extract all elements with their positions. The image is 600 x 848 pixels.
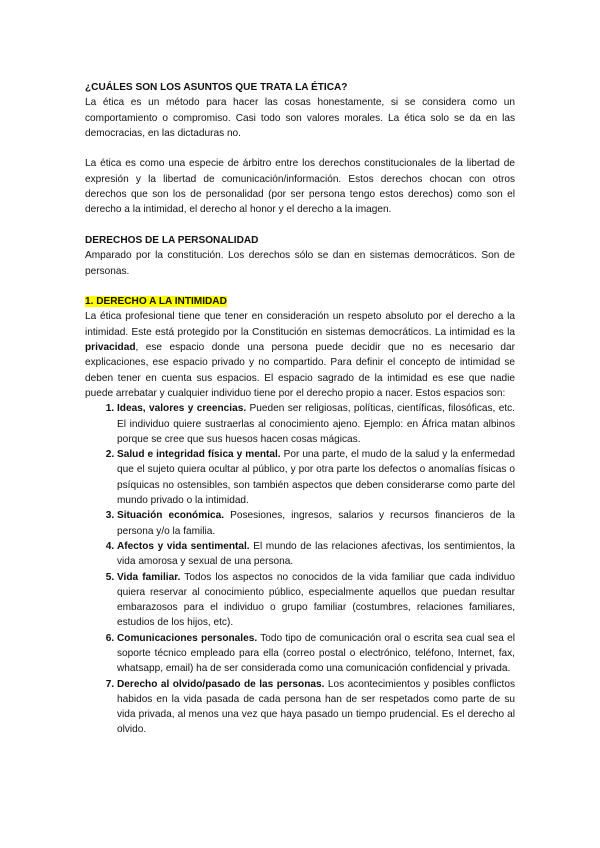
paragraph-etica-definicion: La ética es un método para hacer las cosas honestamente, si se considera como un comportamiento o compromiso. Casi todo son valores morales. La ética solo se da en las democracias, en las dictaduras no. [85, 97, 515, 139]
intro-text-b: , ese espacio donde una persona puede decidir que no es necesario dar explicaciones, ese espacio privado y no compartido. Para definir el concepto de intimidad se deben tener en cuenta sus espacios. El espacio sagrado de la intimidad es ese que nadie puede arrebatar y cualquier individuo tiene por el derecho propio a nacer. Estos espacios son: [85, 342, 515, 399]
list-item-title: Salud e integridad física y mental. [117, 449, 281, 461]
list-item-text: Los acontecimientos y posibles conflictos habidos en la vida pasada de cada persona han de ser respetados como parte de su vida privada, al menos una vez que haya pasado un tiempo prudencial. Es el derecho al olvido. [117, 678, 516, 736]
list-item-title: Derecho al olvido/pasado de las personas. [117, 678, 325, 690]
section-heading-derechos-personalidad: DERECHOS DE LA PERSONALIDAD [85, 234, 259, 246]
list-item-text: Todos los aspectos no conocidos de la vida familiar que cada individuo quiera reservar al conocimiento público, especialmente aquellos que puedan resultar embarazosos para el individuo o grupo familiar (costumbres, relaciones familiares, estudios de los hijos, etc). [117, 571, 515, 629]
list-item [117, 570, 515, 631]
intro-text-a: La ética profesional tiene que tener en consideración un respeto absoluto por el derecho a la intimidad. Este está protegido por la Constitución en sistemas democráticos. La intimidad es la [85, 311, 515, 338]
list-item-text: El mundo de las relaciones afectivas, los sentimientos, la vida amorosa y sexual de una persona. [117, 540, 515, 568]
list-item-title: Comunicaciones personales. [117, 632, 258, 644]
list-item-title: Vida familiar. [117, 571, 181, 583]
intro-bold-privacidad: privacidad [85, 342, 136, 354]
list-item [117, 539, 515, 570]
list-item [117, 631, 515, 677]
list-item [117, 508, 515, 539]
list-item [117, 677, 515, 738]
list-item-text: Por una parte, el mudo de la salud y la enfermedad que el sujeto quiera ocultar al público, y por otra parte los defectos o anomalías físicas o psíquicas no ostensibles, son también aspectos que deben considerarse como parte del mundo privado o la intimidad. [117, 449, 515, 507]
highlighted-heading: 1. DERECHO A LA INTIMIDAD [85, 296, 227, 308]
document-page [85, 80, 515, 738]
paragraph-intimidad-intro [85, 309, 515, 401]
list-item-text: Pueden ser religiosas, políticas, científicas, filosóficas, etc. El individuo quiere sustraerlas al conocimiento ajeno. Ejemplo: en África matan albinos porque se cree que sus huesos hacen cosas mágicas. [117, 403, 515, 445]
paragraph-derechos-personalidad: Amparado por la constitución. Los derechos sólo se dan en sistemas democráticos. Son de personas. [85, 250, 515, 277]
list-item-text: Todo tipo de comunicación oral o escrita sea cual sea el soporte técnico empleado para ella (correo postal o electrónico, teléfono, Internet, fax, whatsapp, email) ha de ser considerada como una comunicación confidencial y privada. [117, 632, 515, 675]
list-item-title: Situación económica. [117, 510, 225, 522]
list-item-title: Ideas, valores y creencias. [117, 403, 247, 415]
section-heading-etica: ¿CUÁLES SON LOS ASUNTOS QUE TRATA LA ÉTICA? [85, 82, 348, 93]
espacios-list [85, 401, 515, 738]
list-item [117, 401, 515, 447]
paragraph-etica-arbitro: La ética es como una especie de árbitro entre los derechos constitucionales de la libertad de expresión y la libertad de comunicación/información. Estos derechos chocan con otros derechos que son los de personalidad (por ser persona tengo estos derechos) como son el derecho a la intimidad, el derecho al honor y el derecho a la imagen. [85, 158, 515, 216]
list-item [117, 447, 515, 508]
list-item-title: Afectos y vida sentimental. [117, 540, 250, 552]
list-item-text: Posesiones, ingresos, salarios y recursos financieros de la persona y/o la familia. [117, 510, 515, 537]
section-heading-derecho-intimidad [85, 294, 515, 309]
